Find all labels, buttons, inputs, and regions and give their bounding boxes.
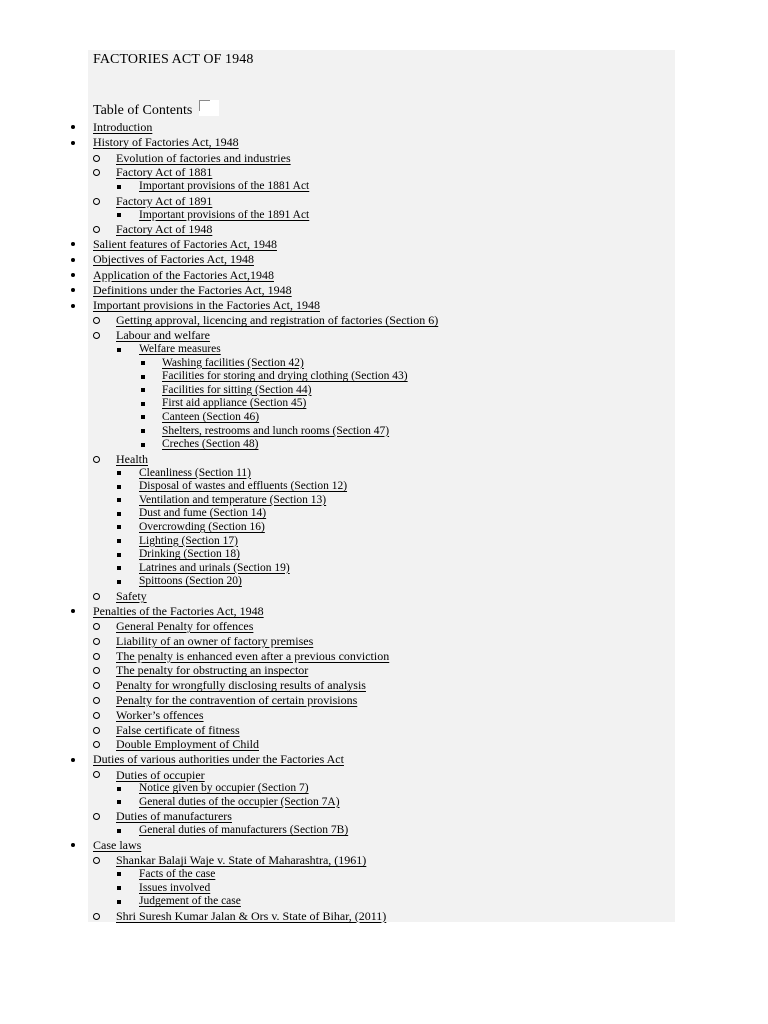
bullet-square-icon: [113, 209, 125, 223]
bullet-dot-icon: [67, 752, 79, 767]
toc-link[interactable]: Facts of the case: [139, 867, 216, 880]
toc-link[interactable]: Notice given by occupier (Section 7): [139, 782, 309, 795]
toc-item[interactable]: [0, 895, 768, 909]
toc-link[interactable]: General duties of manufacturers (Section 7B): [139, 824, 349, 837]
bullet-square-icon: [113, 343, 125, 357]
toc-link[interactable]: Facilities for storing and drying clothing (Section 43): [162, 370, 408, 383]
toc-item[interactable]: [0, 796, 768, 810]
bullet-square-icon: [113, 796, 125, 810]
toc-link[interactable]: False certificate of fitness: [116, 722, 240, 737]
toc-heading: Table of Contents: [93, 103, 193, 118]
toc-item[interactable]: [0, 135, 768, 150]
toc-link[interactable]: Double Employment of Child: [116, 737, 259, 752]
bullet-square-icon: [113, 895, 125, 909]
bullet-circle-icon: [90, 634, 102, 649]
toc-item[interactable]: [0, 737, 768, 752]
toc-item[interactable]: [0, 283, 768, 298]
toc-item[interactable]: [0, 165, 768, 180]
toc-link[interactable]: Shri Suresh Kumar Jalan & Ors v. State of Bihar, (2011): [116, 908, 387, 923]
toc-item[interactable]: [0, 619, 768, 634]
toc-item[interactable]: [0, 194, 768, 209]
toc-item[interactable]: [0, 151, 768, 166]
bullet-square-icon: [137, 357, 149, 371]
table-of-contents: [0, 120, 768, 924]
toc-item[interactable]: [0, 882, 768, 896]
bullet-square-icon: [137, 438, 149, 452]
bullet-circle-icon: [90, 222, 102, 237]
toc-item[interactable]: [0, 562, 768, 576]
bullet-circle-icon: [90, 723, 102, 738]
toc-item[interactable]: [0, 678, 768, 693]
toc-item[interactable]: [0, 180, 768, 194]
bullet-square-icon: [113, 480, 125, 494]
toc-item[interactable]: [0, 298, 768, 313]
toc-item[interactable]: [0, 649, 768, 664]
bullet-square-icon: [113, 535, 125, 549]
toc-link[interactable]: Ventilation and temperature (Section 13): [139, 493, 327, 506]
toc-item[interactable]: [0, 411, 768, 425]
toc-link[interactable]: Getting approval, licencing and registration of factories (Section 6): [116, 313, 439, 328]
toc-link[interactable]: Cleanliness (Section 11): [139, 466, 251, 479]
toc-link[interactable]: Spittoons (Section 20): [139, 575, 242, 588]
bullet-circle-icon: [90, 768, 102, 783]
toc-link[interactable]: Lighting (Section 17): [139, 534, 239, 547]
toc-item[interactable]: [0, 809, 768, 824]
toc-item[interactable]: [0, 824, 768, 838]
toc-link[interactable]: Latrines and urinals (Section 19): [139, 561, 290, 574]
bullet-dot-icon: [67, 283, 79, 298]
toc-item[interactable]: [0, 548, 768, 562]
toc-link[interactable]: Health: [116, 451, 148, 466]
toc-link[interactable]: Duties of occupier: [116, 767, 205, 782]
bullet-square-icon: [113, 824, 125, 838]
bullet-circle-icon: [90, 165, 102, 180]
toc-item[interactable]: [0, 357, 768, 371]
toc-item[interactable]: [0, 708, 768, 723]
toc-item[interactable]: [0, 535, 768, 549]
toc-link[interactable]: Judgement of the case: [139, 895, 241, 908]
bullet-circle-icon: [90, 151, 102, 166]
toc-item[interactable]: [0, 521, 768, 535]
toc-link[interactable]: Dust and fume (Section 14): [139, 507, 267, 520]
toc-item[interactable]: [0, 425, 768, 439]
toc-link[interactable]: Washing facilities (Section 42): [162, 356, 304, 369]
bullet-dot-icon: [67, 252, 79, 267]
bullet-circle-icon: [90, 853, 102, 868]
toc-item[interactable]: [0, 853, 768, 868]
toc-link[interactable]: Objectives of Factories Act, 1948: [93, 252, 254, 267]
toc-item[interactable]: [0, 782, 768, 796]
toc-link[interactable]: Facilities for sitting (Section 44): [162, 383, 312, 396]
bullet-circle-icon: [90, 589, 102, 604]
toc-link[interactable]: Welfare measures: [139, 343, 221, 356]
toc-link[interactable]: Penalty for the contravention of certain provisions: [116, 693, 358, 708]
toc-link[interactable]: Duties of various authorities under the Factories Act: [93, 752, 344, 767]
toc-item[interactable]: [0, 868, 768, 882]
toc-link[interactable]: Overcrowding (Section 16): [139, 520, 265, 533]
toc-item[interactable]: [0, 343, 768, 357]
bullet-square-icon: [137, 384, 149, 398]
toc-link[interactable]: Shelters, restrooms and lunch rooms (Section 47): [162, 424, 390, 437]
toc-link[interactable]: The penalty is enhanced even after a previous conviction: [116, 648, 390, 663]
toc-link[interactable]: First aid appliance (Section 45): [162, 397, 307, 410]
toc-link[interactable]: Case laws: [93, 837, 142, 852]
toc-link[interactable]: Penalty for wrongfully disclosing results of analysis: [116, 678, 366, 693]
toc-link[interactable]: The penalty for obstructing an inspector: [116, 663, 309, 678]
toc-link[interactable]: Factory Act of 1881: [116, 165, 213, 180]
bullet-square-icon: [137, 411, 149, 425]
bullet-square-icon: [113, 507, 125, 521]
bullet-dot-icon: [67, 237, 79, 252]
toc-item[interactable]: [0, 120, 768, 135]
toc-link[interactable]: Factory Act of 1891: [116, 193, 213, 208]
toc-link[interactable]: Duties of manufacturers: [116, 809, 232, 824]
bullet-square-icon: [113, 521, 125, 535]
bullet-circle-icon: [90, 663, 102, 678]
toc-link[interactable]: Issues involved: [139, 881, 211, 894]
checkbox-icon[interactable]: [199, 100, 219, 116]
toc-item[interactable]: [0, 222, 768, 237]
bullet-square-icon: [113, 562, 125, 576]
bullet-dot-icon: [67, 838, 79, 853]
bullet-dot-icon: [67, 135, 79, 150]
toc-item[interactable]: [0, 575, 768, 589]
bullet-circle-icon: [90, 678, 102, 693]
bullet-circle-icon: [90, 809, 102, 824]
toc-item[interactable]: [0, 313, 768, 328]
toc-link[interactable]: Safety: [116, 588, 147, 603]
toc-item[interactable]: [0, 438, 768, 452]
bullet-square-icon: [113, 180, 125, 194]
toc-link[interactable]: Salient features of Factories Act, 1948: [93, 236, 277, 251]
bullet-square-icon: [113, 782, 125, 796]
toc-link[interactable]: Application of the Factories Act,1948: [93, 267, 274, 282]
toc-item[interactable]: [0, 252, 768, 267]
bullet-square-icon: [113, 548, 125, 562]
toc-link[interactable]: Important provisions of the 1881 Act: [139, 180, 310, 193]
toc-link[interactable]: Penalties of the Factories Act, 1948: [93, 603, 264, 618]
toc-item[interactable]: [0, 693, 768, 708]
bullet-circle-icon: [90, 693, 102, 708]
toc-item[interactable]: [0, 909, 768, 924]
bullet-circle-icon: [90, 708, 102, 723]
toc-item[interactable]: [0, 328, 768, 343]
toc-link[interactable]: Shankar Balaji Waje v. State of Maharashtra, (1961): [116, 853, 367, 868]
toc-item[interactable]: [0, 480, 768, 494]
toc-item[interactable]: [0, 768, 768, 783]
toc-link[interactable]: History of Factories Act, 1948: [93, 135, 239, 150]
toc-item[interactable]: [0, 384, 768, 398]
bullet-square-icon: [137, 425, 149, 439]
bullet-circle-icon: [90, 619, 102, 634]
toc-link[interactable]: General duties of the occupier (Section 7A): [139, 795, 340, 808]
toc-item[interactable]: [0, 467, 768, 481]
toc-link[interactable]: Factory Act of 1948: [116, 222, 213, 237]
toc-link[interactable]: Definitions under the Factories Act, 1948: [93, 282, 292, 297]
toc-item[interactable]: [0, 604, 768, 619]
bullet-square-icon: [113, 575, 125, 589]
toc-item[interactable]: [0, 634, 768, 649]
bullet-dot-icon: [67, 120, 79, 135]
toc-item[interactable]: [0, 589, 768, 604]
bullet-dot-icon: [67, 604, 79, 619]
bullet-circle-icon: [90, 452, 102, 467]
toc-link[interactable]: Introduction: [93, 120, 153, 134]
bullet-square-icon: [113, 467, 125, 481]
toc-link[interactable]: Important provisions of the 1891 Act: [139, 208, 310, 221]
toc-link[interactable]: Worker’s offences: [116, 707, 204, 722]
toc-item[interactable]: [0, 507, 768, 521]
toc-item[interactable]: [0, 268, 768, 283]
document-title: FACTORIES ACT OF 1948: [93, 52, 254, 67]
toc-link[interactable]: Important provisions in the Factories Act, 1948: [93, 298, 320, 313]
toc-item[interactable]: [0, 494, 768, 508]
bullet-square-icon: [113, 882, 125, 896]
bullet-circle-icon: [90, 737, 102, 752]
bullet-square-icon: [113, 494, 125, 508]
bullet-circle-icon: [90, 194, 102, 209]
toc-link[interactable]: Drinking (Section 18): [139, 548, 240, 561]
toc-link[interactable]: General Penalty for offences: [116, 619, 254, 634]
toc-item[interactable]: [0, 663, 768, 678]
toc-item[interactable]: [0, 209, 768, 223]
toc-item[interactable]: [0, 723, 768, 738]
toc-item[interactable]: [0, 237, 768, 252]
bullet-circle-icon: [90, 313, 102, 328]
bullet-square-icon: [113, 868, 125, 882]
bullet-square-icon: [137, 370, 149, 384]
bullet-square-icon: [137, 397, 149, 411]
bullet-circle-icon: [90, 328, 102, 343]
toc-item[interactable]: [0, 752, 768, 767]
toc-link[interactable]: Liability of an owner of factory premises: [116, 633, 314, 648]
bullet-circle-icon: [90, 649, 102, 664]
toc-item[interactable]: [0, 370, 768, 384]
toc-link[interactable]: Disposal of wastes and effluents (Section 12): [139, 480, 348, 493]
toc-item[interactable]: [0, 397, 768, 411]
toc-link[interactable]: Labour and welfare: [116, 328, 210, 343]
bullet-circle-icon: [90, 909, 102, 924]
toc-item[interactable]: [0, 452, 768, 467]
toc-link[interactable]: Evolution of factories and industries: [116, 150, 291, 165]
toc-item[interactable]: [0, 838, 768, 853]
toc-link[interactable]: Canteen (Section 46): [162, 411, 260, 424]
toc-link[interactable]: Creches (Section 48): [162, 438, 259, 451]
bullet-dot-icon: [67, 298, 79, 313]
bullet-dot-icon: [67, 268, 79, 283]
